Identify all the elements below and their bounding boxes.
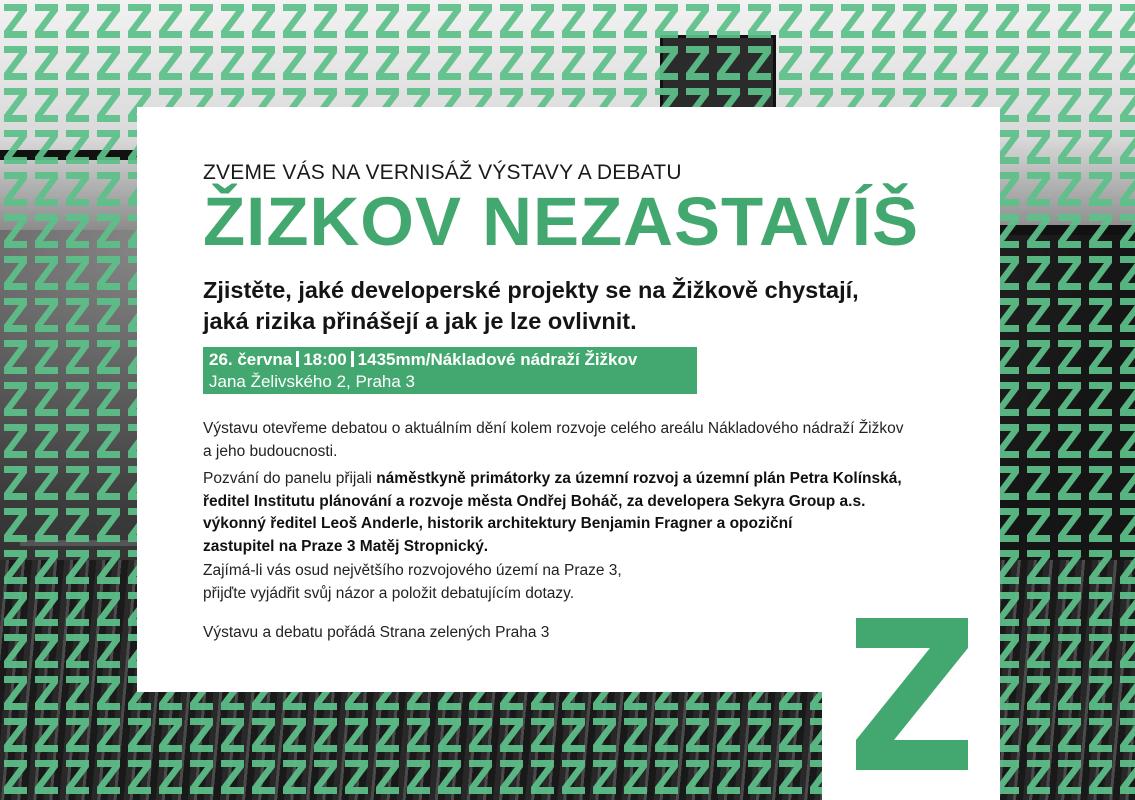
intro-heading: ZVEME VÁS NA VERNISÁŽ VÝSTAVY A DEBATU [203,161,682,184]
event-date: 26. června [209,350,293,369]
lead-text [203,275,950,337]
panelists-text: zastupitel na Praze 3 Matěj Stropnický. [203,537,489,555]
lead-line: Zjistěte, jaké developerské projekty se na Žižkově chystají, [203,277,859,303]
organizer-note: Výstavu a debatu pořádá Strana zelených Praha 3 [203,624,550,641]
lead-line: jaká rizika přinášejí a jak je lze ovlivnit. [203,308,637,334]
text-line [203,513,943,536]
event-time: 18:00 [303,350,347,369]
paragraph-intro [203,418,943,463]
invitation-panel [137,107,1000,692]
text-line: Zajímá-li vás osud největšího rozvojového území na Praze 3, [203,562,622,579]
z-logo-icon [856,618,968,770]
paragraph-panelists [203,468,943,558]
separator [351,351,354,367]
separator [296,351,299,367]
event-details [209,350,637,370]
text-line [203,491,943,514]
panelists-text: náměstkyně primátorky za územní rozvoj a územní plán Petra Kolínská, [376,470,902,487]
panelists-text: výkonný ředitel Leoš Anderle, historik architektury Benjamin Fragner a opoziční [203,515,793,532]
plain-text: Pozvání do panelu přijali [203,470,377,487]
text-line: a jeho budoucnosti. [203,442,338,460]
event-address: Jana Želivského 2, Praha 3 [209,372,416,391]
text-line [203,536,943,559]
event-info-box [203,347,697,394]
text-line: přijďte vyjádřit svůj názor a položit debatujícím dotazy. [203,584,575,602]
paragraph-invitation [203,560,943,605]
z-logo-shape [856,618,968,770]
event-title: ŽIZKOV NEZASTAVÍŠ [203,183,919,260]
panelists-text: ředitel Institutu plánování a rozvoje města Ondřej Boháč, za developera Sekyra Group a.s. [203,492,866,510]
text-line: Výstavu otevřeme debatou o aktuálním dění kolem rozvoje celého areálu Nákladového nádraží Žižkov [203,420,904,437]
text-line [203,468,943,491]
event-venue: 1435mm/Nákladové nádraží Žižkov [357,350,638,369]
